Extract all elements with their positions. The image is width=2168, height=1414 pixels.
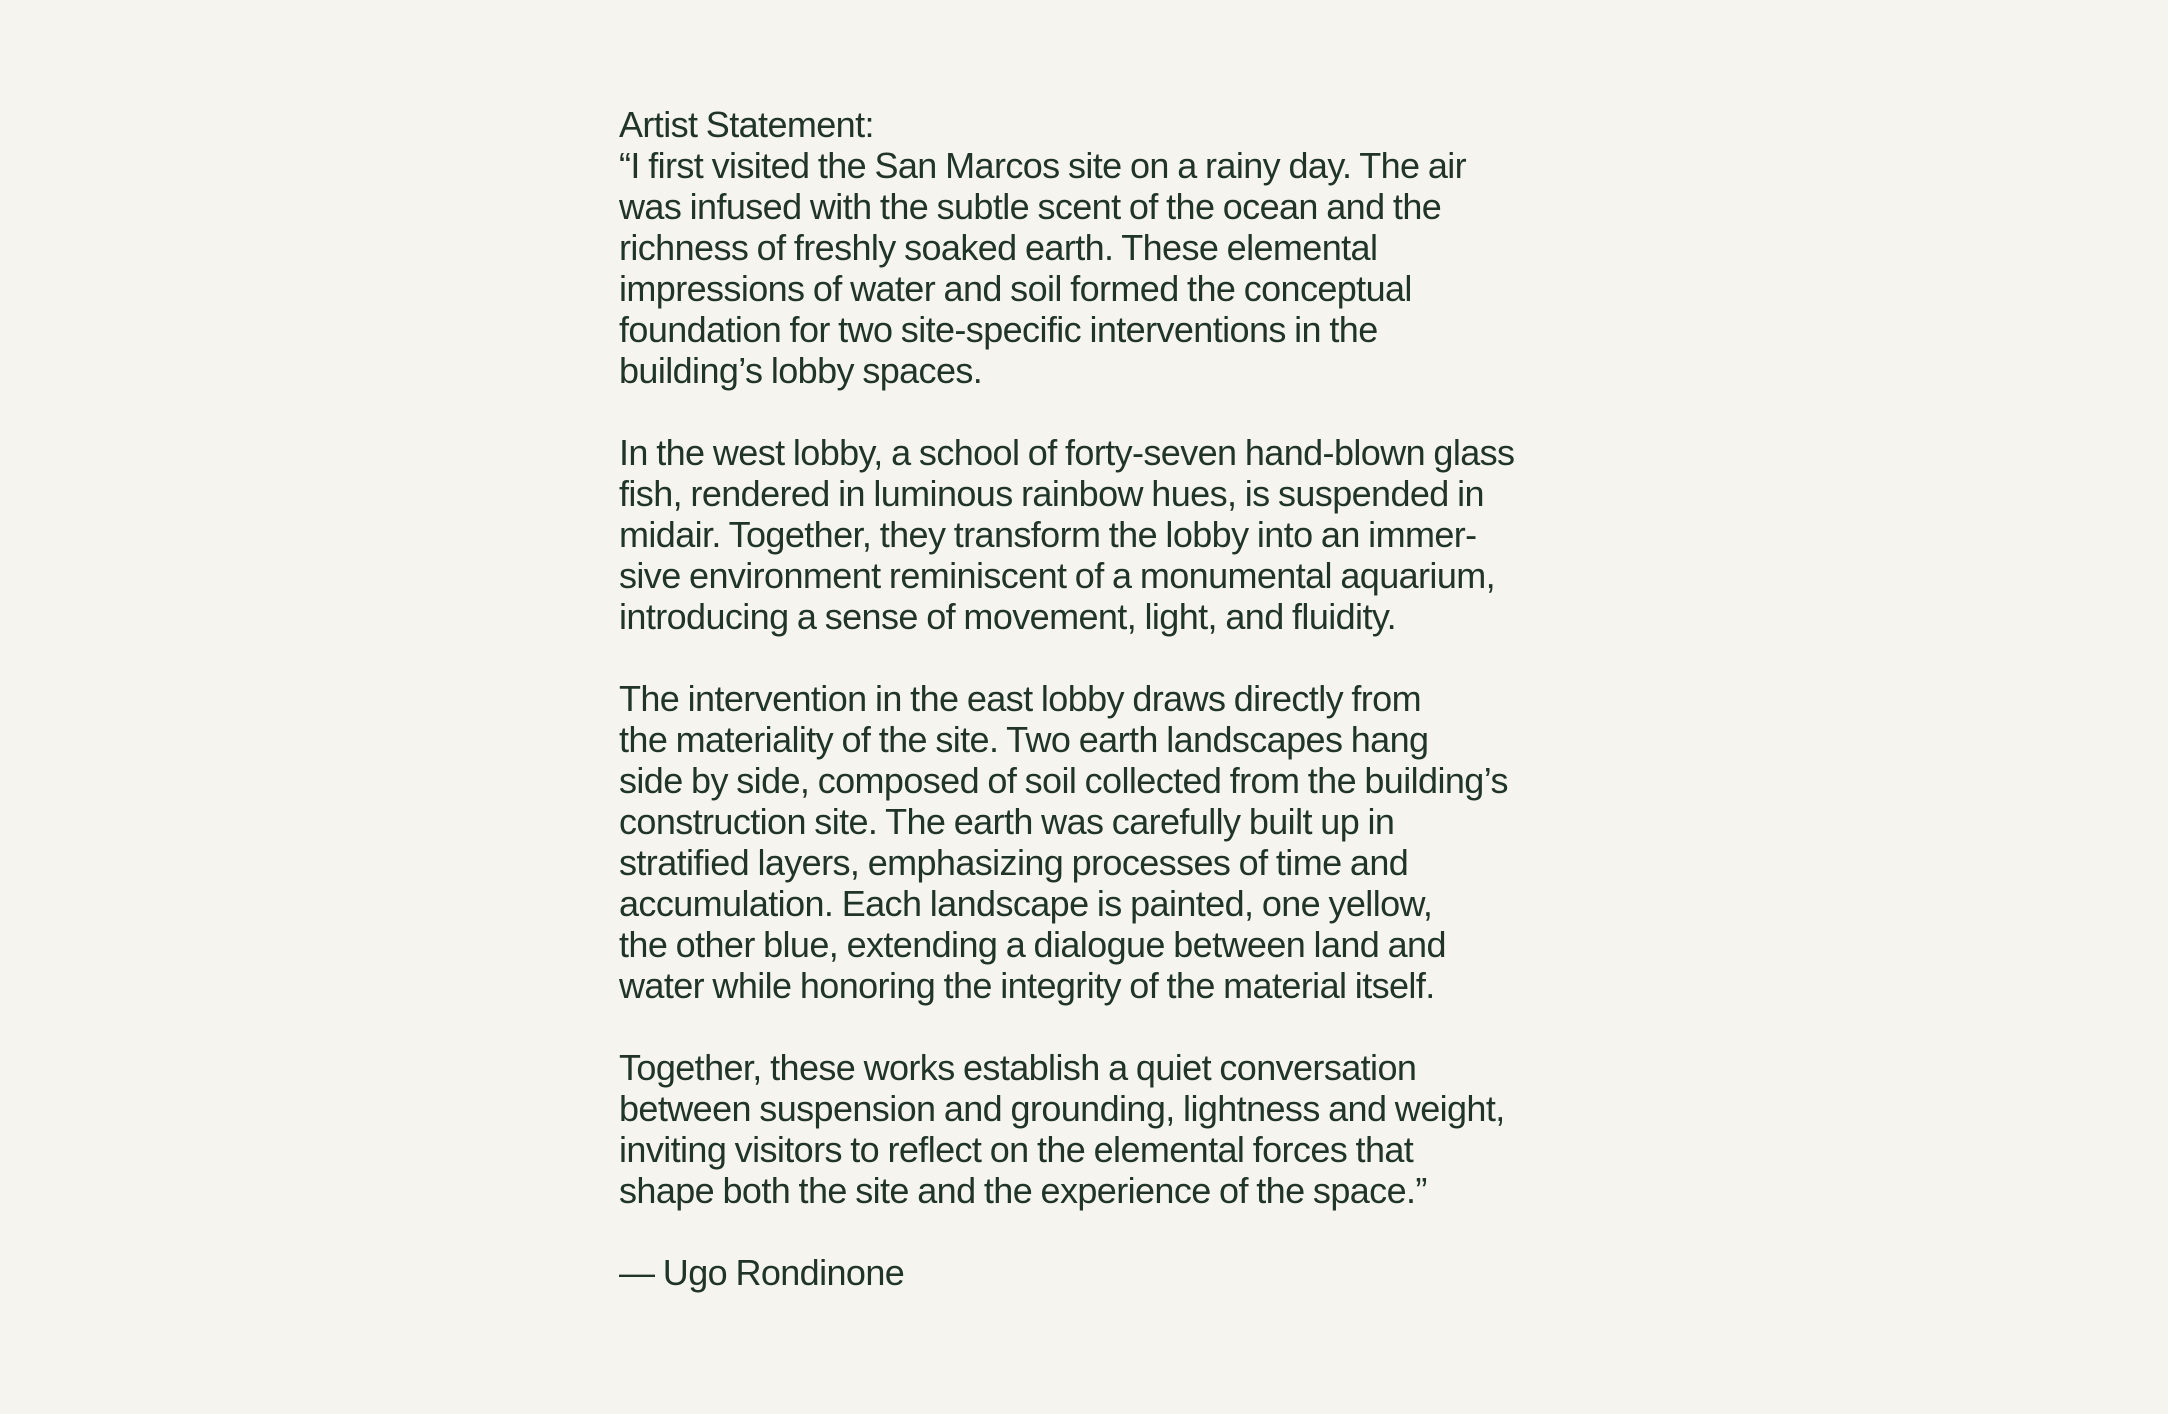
- paragraph-1: [619, 145, 1599, 391]
- paragraph-line: In the west lobby, a school of forty-seven hand-blown glass: [619, 432, 1515, 473]
- paragraph-4: [619, 1047, 1599, 1211]
- paragraph-line: midair. Together, they transform the lobby into an immer-: [619, 514, 1477, 555]
- paragraph-line: foundation for two site-specific interventions in the: [619, 309, 1378, 350]
- paragraph-line: inviting visitors to reflect on the elemental forces that: [619, 1129, 1414, 1170]
- paragraph-line: richness of freshly soaked earth. These elemental: [619, 227, 1378, 268]
- paragraph-line: stratified layers, emphasizing processes of time and: [619, 842, 1409, 883]
- paragraph-line: was infused with the subtle scent of the ocean and the: [619, 186, 1442, 227]
- paragraph-line: the other blue, extending a dialogue between land and: [619, 924, 1446, 965]
- paragraph-line: water while honoring the integrity of the material itself.: [619, 965, 1435, 1006]
- paragraph-line: “I first visited the San Marcos site on a rainy day. The air: [619, 145, 1467, 186]
- paragraph-line: construction site. The earth was carefully built up in: [619, 801, 1395, 842]
- paragraph-line: fish, rendered in luminous rainbow hues, is suspended in: [619, 473, 1484, 514]
- paragraph-line: Together, these works establish a quiet conversation: [619, 1047, 1417, 1088]
- paragraph-line: shape both the site and the experience of the space.”: [619, 1170, 1427, 1211]
- paragraph-line: impressions of water and soil formed the conceptual: [619, 268, 1412, 309]
- paragraph-line: introducing a sense of movement, light, and fluidity.: [619, 596, 1396, 637]
- paragraph-line: sive environment reminiscent of a monumental aquarium,: [619, 555, 1496, 596]
- paragraph-line: side by side, composed of soil collected from the building’s: [619, 760, 1508, 801]
- paragraph-line: the materiality of the site. Two earth landscapes hang: [619, 719, 1429, 760]
- paragraph-3: [619, 678, 1599, 1006]
- statement-heading: Artist Statement:: [619, 104, 874, 145]
- artist-signature: — Ugo Rondinone: [619, 1252, 905, 1293]
- paragraph-line: accumulation. Each landscape is painted, one yellow,: [619, 883, 1433, 924]
- paragraph-2: [619, 432, 1599, 637]
- paragraph-line: building’s lobby spaces.: [619, 350, 983, 391]
- artist-statement: [619, 104, 1599, 1293]
- paragraph-line: between suspension and grounding, lightness and weight,: [619, 1088, 1505, 1129]
- paragraph-line: The intervention in the east lobby draws directly from: [619, 678, 1421, 719]
